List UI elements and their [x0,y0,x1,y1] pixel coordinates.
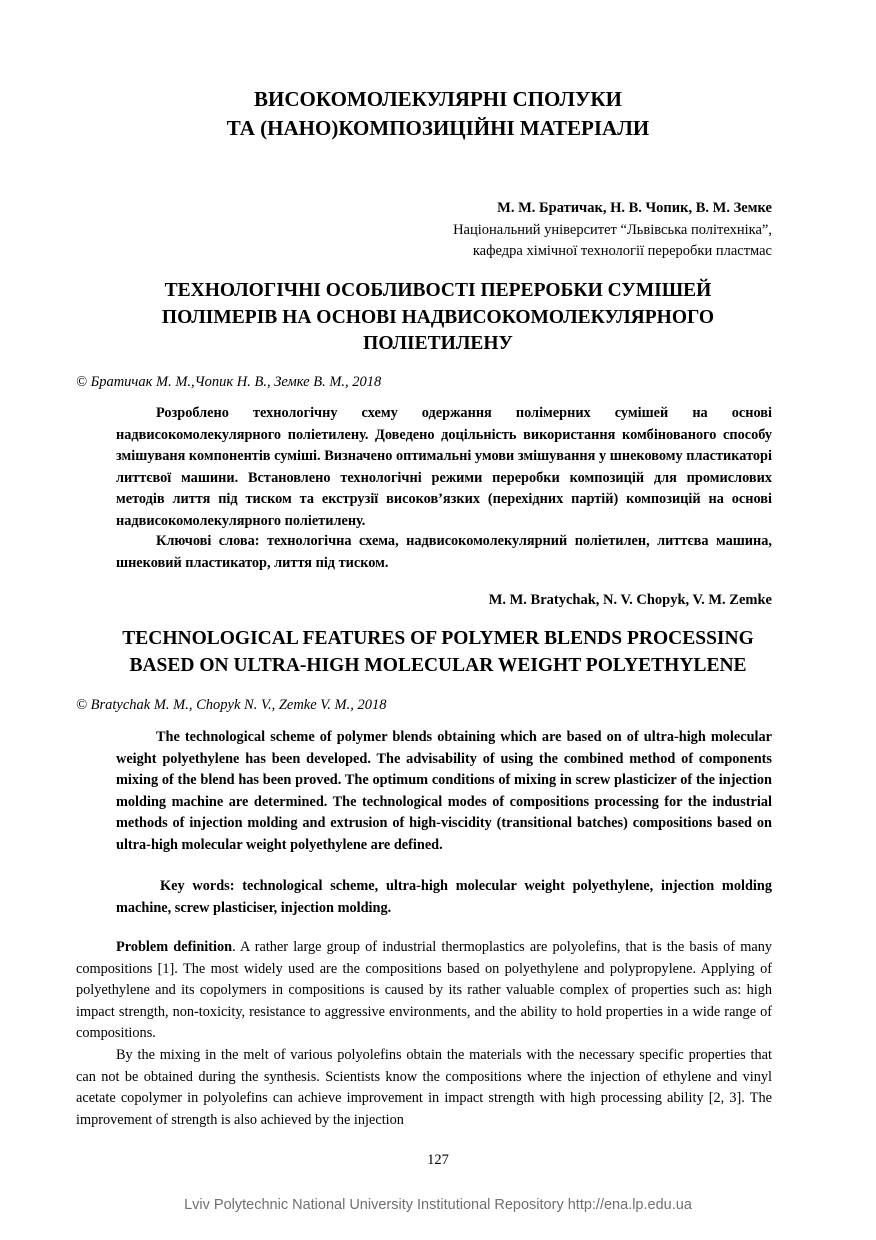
affiliation-line-2: кафедра хімічної технології переробки пластмас [472,243,772,259]
keywords-en: Key words: technological scheme, ultra-high molecular weight polyethylene, injection molding machine, screw plasticiser, injection molding. [116,878,772,916]
authors-uk: М. М. Братичак, Н. В. Чопик, В. М. Земке [497,200,772,216]
title-en-line-1: TECHNOLOGICAL FEATURES OF POLYMER BLENDS PROCESSING [122,628,754,649]
section-title-line-1: ВИСОКОМОЛЕКУЛЯРНІ СПОЛУКИ [254,87,622,111]
abstract-en: The technological scheme of polymer blends obtaining which are based on of ultra-high molecular weight polyethylene has been developed. The advisability of using the combined method of components mixing of the blend has been proved. The optimum conditions of mixing in screw plasticizer of the injection molding machine are determined. The technological modes of compositions processing for the industrial methods of injection molding and extrusion of high-viscidity (transitional batches) compositions based on ultra-high molecular weight polyethylene are defined. [116,729,772,853]
page-number: 127 [427,1152,449,1168]
title-en-line-2: BASED ON ULTRA-HIGH MOLECULAR WEIGHT POLYETHYLENE [129,654,747,676]
body-paragraph-1 [76,937,772,1045]
copyright-en: © Bratychak M. M., Chopyk N. V., Zemke V. M., 2018 [76,697,387,713]
authors-en: M. M. Bratychak, N. V. Chopyk, V. M. Zemke [488,592,772,608]
title-uk-line-1: ТЕХНОЛОГІЧНІ ОСОБЛИВОСТІ ПЕРЕРОБКИ СУМІШЕЙ [164,280,712,301]
title-uk-line-3: ПОЛІЕТИЛЕНУ [363,333,513,354]
section-title [0,85,876,143]
abstract-uk: Розроблено технологічну схему одержання полімерних сумішей на основі надвисокомолекулярного поліетилену. Доведено доцільність використання комбінованого способу змішуваня компонентів суміші. Визначено оптимальні умови змішування у шнековому пластикаторі литтєвої машини. Встановлено технологічні режими переробки композицій для промислових методів лиття під тиском та екструзії високов’язких (перехідних партій) композицій на основі надвисокомолекулярного поліетилену. [116,405,772,529]
affiliation-line-1: Національний університет “Львівська політехніка”, [453,222,772,238]
body-paragraph-2: By the mixing in the melt of various polyolefins obtain the materials with the necessary specific properties that can not be obtained during the synthesis. Scientists know the compositions where the injection of ethylene and vinyl acetate copolymer in polyolefins can achieve improvement in impact strength with high processing ability [2, 3]. The improvement of strength is also achieved by the injection [76,1047,772,1128]
body-paragraph-1-text: . A rather large group of industrial thermoplastics are polyolefins, that is the basis of many compositions [1]. The most widely used are the compositions based on polyethylene and polypropylene. Applying of polyethylene and its copolymers in compositions is caused by its rather valuable complex of properties such as: high impact strength, non-toxicity, resistance to aggressive environments, and the ability to hold properties in a wide range of compositions. [76,939,773,1041]
section-title-line-2: ТА (НАНО)КОМПОЗИЦІЙНІ МАТЕРІАЛИ [226,116,650,140]
repository-footer: Lviv Polytechnic National University Institutional Repository http://ena.lp.edu.ua [184,1197,692,1213]
title-uk-line-2: ПОЛІМЕРІВ НА ОСНОВІ НАДВИСОКОМОЛЕКУЛЯРНОГО [161,306,715,328]
copyright-uk: © Братичак М. М.,Чопик Н. В., Земке В. М., 2018 [76,374,382,390]
paper-title-en [0,626,876,679]
paper-title-uk [0,278,876,358]
problem-definition-heading: Problem definition [116,939,233,955]
keywords-uk: Ключові слова: технологічна схема, надвисокомолекулярний поліетилен, литтєва машина, шнековий пластикатор, лиття під тиском. [116,533,772,571]
